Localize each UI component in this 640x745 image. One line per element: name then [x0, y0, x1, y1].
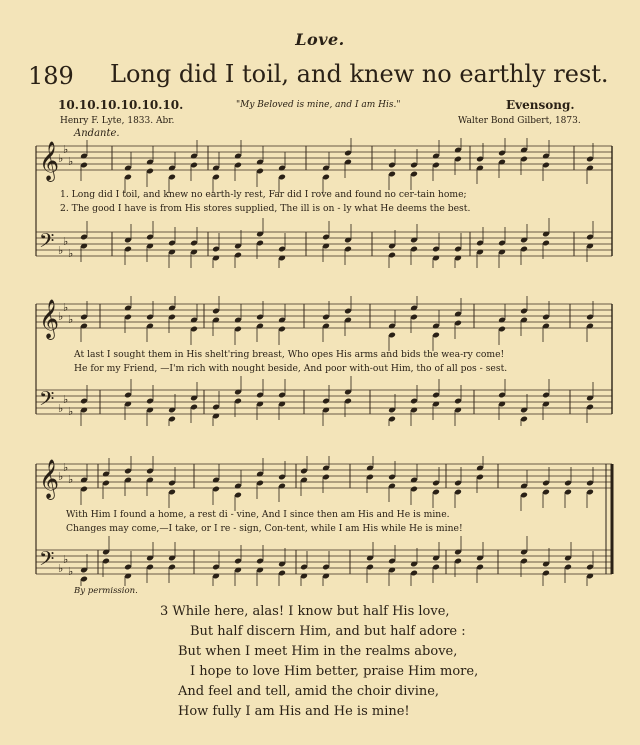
- lyric-line: At last I sought them in His shelt'ring breast, Who opes His arms and bids the wea-ry come!: [74, 349, 505, 360]
- flat-icon: ♭: [58, 562, 64, 575]
- stanza-3-line: 3 While here, alas! I know but half His love,: [160, 604, 450, 619]
- flat-icon: ♭: [68, 313, 74, 326]
- bass-clef-icon: 𝄢: [39, 387, 55, 415]
- flat-icon: ♭: [63, 461, 69, 474]
- lyric-line: He for my Friend, —I'm rich with nought beside, And poor with-out Him, tho of all pos - sest.: [74, 363, 508, 374]
- flat-icon: ♭: [58, 244, 64, 257]
- flat-icon: ♭: [58, 152, 64, 165]
- lyric-line: 1. Long did I toil, and knew no earth-ly rest, Far did I rove and found no cer-tain home;: [60, 189, 467, 200]
- treble-clef-icon: 𝄞: [39, 459, 60, 499]
- treble-clef-icon: 𝄞: [39, 299, 60, 339]
- flat-icon: ♭: [63, 553, 69, 566]
- treble-clef-icon: 𝄞: [39, 141, 60, 181]
- flat-icon: ♭: [63, 301, 69, 314]
- flat-icon: ♭: [63, 393, 69, 406]
- flat-icon: ♭: [58, 402, 64, 415]
- author-credit: Henry F. Lyte, 1833. Abr.: [60, 116, 175, 126]
- scripture-quote: "My Beloved is mine, and I am His.": [236, 100, 401, 110]
- bass-clef-icon: 𝄢: [39, 547, 55, 575]
- hymn-title: Long did I toil, and knew no earthly rest.: [110, 60, 609, 88]
- flat-icon: ♭: [68, 473, 74, 486]
- flat-icon: ♭: [63, 143, 69, 156]
- stanza-3-line: I hope to love Him better, praise Him more,: [190, 664, 479, 679]
- flat-icon: ♭: [68, 565, 74, 578]
- lyric-line: With Him I found a home, a rest di - vine, And I since then am His and He is mine.: [66, 509, 450, 520]
- stanza-3-line: How fully I am His and He is mine!: [178, 704, 410, 719]
- hymn-number: 189: [28, 62, 74, 90]
- tune-name: Evensong.: [506, 98, 575, 112]
- stanza-3-line: But when I meet Him in the realms above,: [178, 644, 458, 659]
- music-system-3: [0, 456, 640, 586]
- stanza-3-line: But half discern Him, and but half adore :: [190, 624, 466, 639]
- permission-note: By permission.: [74, 586, 138, 596]
- meter: 10.10.10.10.10.10.: [58, 98, 184, 112]
- music-system-2: [0, 296, 640, 426]
- section-title: Love.: [295, 30, 345, 49]
- lyric-line: Changes may come,—I take, or I re - sign, Con-tent, while I am His while He is mine!: [66, 523, 463, 534]
- flat-icon: ♭: [58, 310, 64, 323]
- flat-icon: ♭: [68, 247, 74, 260]
- stanza-3-line: And feel and tell, amid the choir divine,: [178, 684, 440, 699]
- flat-icon: ♭: [68, 405, 74, 418]
- lyric-line: 2. The good I have is from His stores supplied, The ill is on - ly what He deems the best.: [60, 203, 471, 214]
- flat-icon: ♭: [68, 155, 74, 168]
- bass-clef-icon: 𝄢: [39, 229, 55, 257]
- flat-icon: ♭: [63, 235, 69, 248]
- flat-icon: ♭: [58, 470, 64, 483]
- tempo-marking: Andante.: [74, 128, 120, 139]
- composer-credit: Walter Bond Gilbert, 1873.: [458, 116, 581, 126]
